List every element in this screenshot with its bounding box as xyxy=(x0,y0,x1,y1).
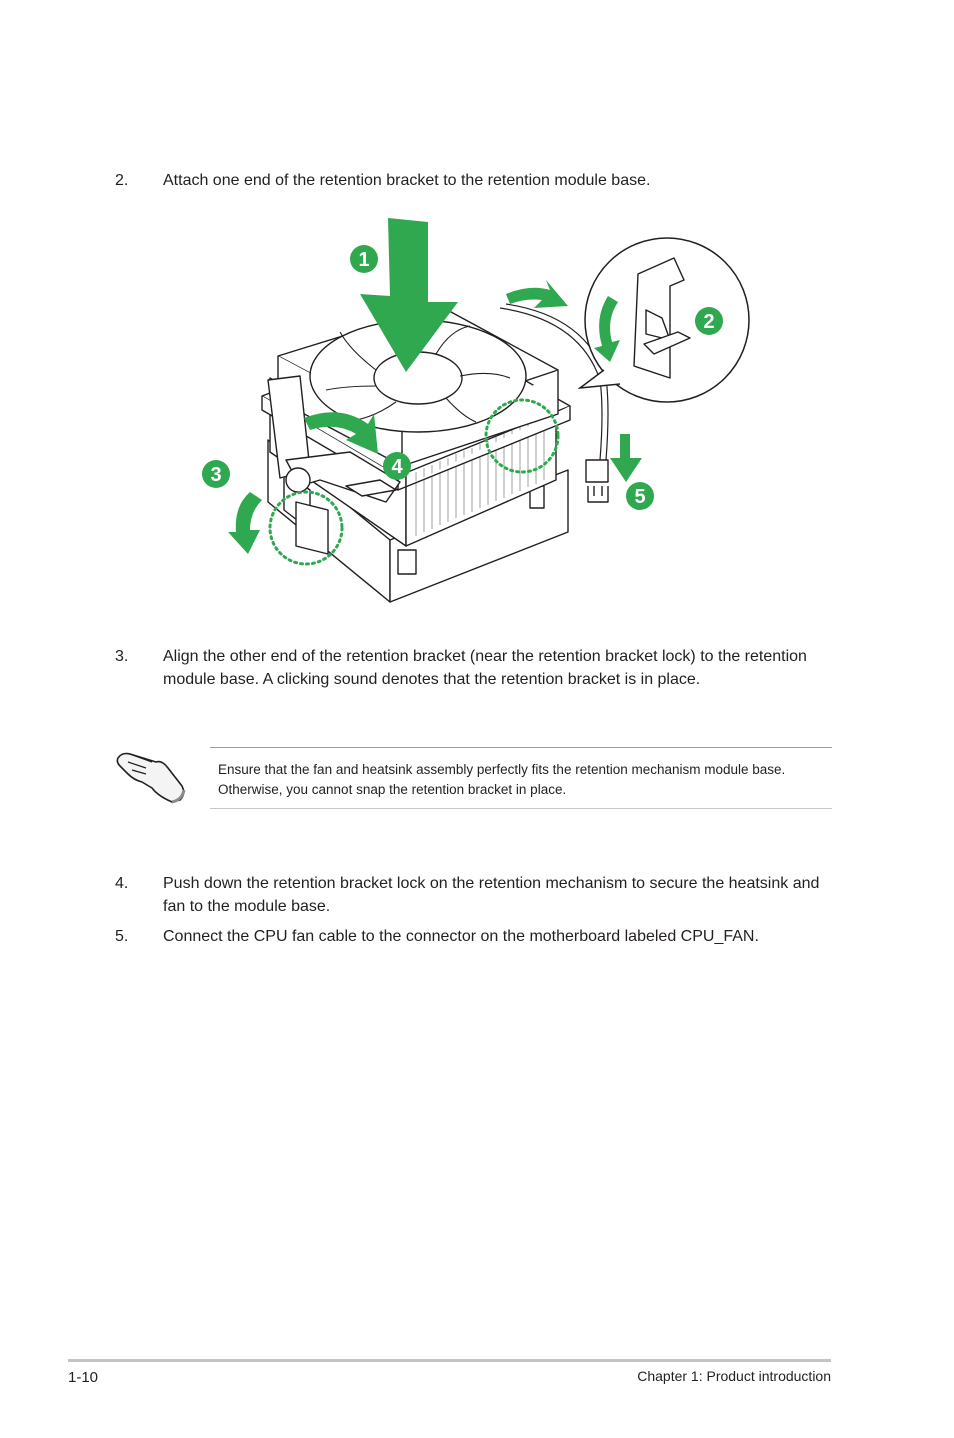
step-number: 2. xyxy=(115,172,129,189)
step-text: Connect the CPU fan cable to the connector on the motherboard labeled CPU_FAN. xyxy=(163,928,759,945)
callout-1 xyxy=(350,245,378,273)
callout-3 xyxy=(202,460,230,488)
svg-text:3: 3 xyxy=(210,464,222,486)
callout-5 xyxy=(626,482,654,510)
step-number: 3. xyxy=(115,648,129,665)
svg-text:4: 4 xyxy=(391,456,403,478)
note-text: Ensure that the fan and heatsink assembly perfectly fits the retention mechanism module base. Otherwise, you cannot snap the retention bracket in place. xyxy=(218,762,786,797)
pointing-hand-icon xyxy=(112,744,188,806)
svg-text:1: 1 xyxy=(358,249,370,271)
callout-2 xyxy=(695,307,723,335)
page-number: 1-10 xyxy=(68,1369,99,1386)
step-text: Push down the retention bracket lock on the retention mechanism to secure the heatsink and fan to the module base. xyxy=(163,875,820,915)
step-number: 4. xyxy=(115,875,129,892)
step-text: Align the other end of the retention bracket (near the retention bracket lock) to the retention module base. A clicking sound denotes that the retention bracket is in place. xyxy=(163,648,807,688)
chapter-title: Chapter 1: Product introduction xyxy=(637,1368,831,1384)
svg-text:2: 2 xyxy=(703,311,715,333)
footer-divider xyxy=(68,1359,831,1362)
heatsink-installation-diagram xyxy=(200,210,760,610)
callout-4 xyxy=(383,452,411,480)
svg-text:5: 5 xyxy=(634,486,646,508)
step-text: Attach one end of the retention bracket to the retention module base. xyxy=(163,172,651,189)
note-callout xyxy=(210,747,832,809)
step-number: 5. xyxy=(115,928,129,945)
